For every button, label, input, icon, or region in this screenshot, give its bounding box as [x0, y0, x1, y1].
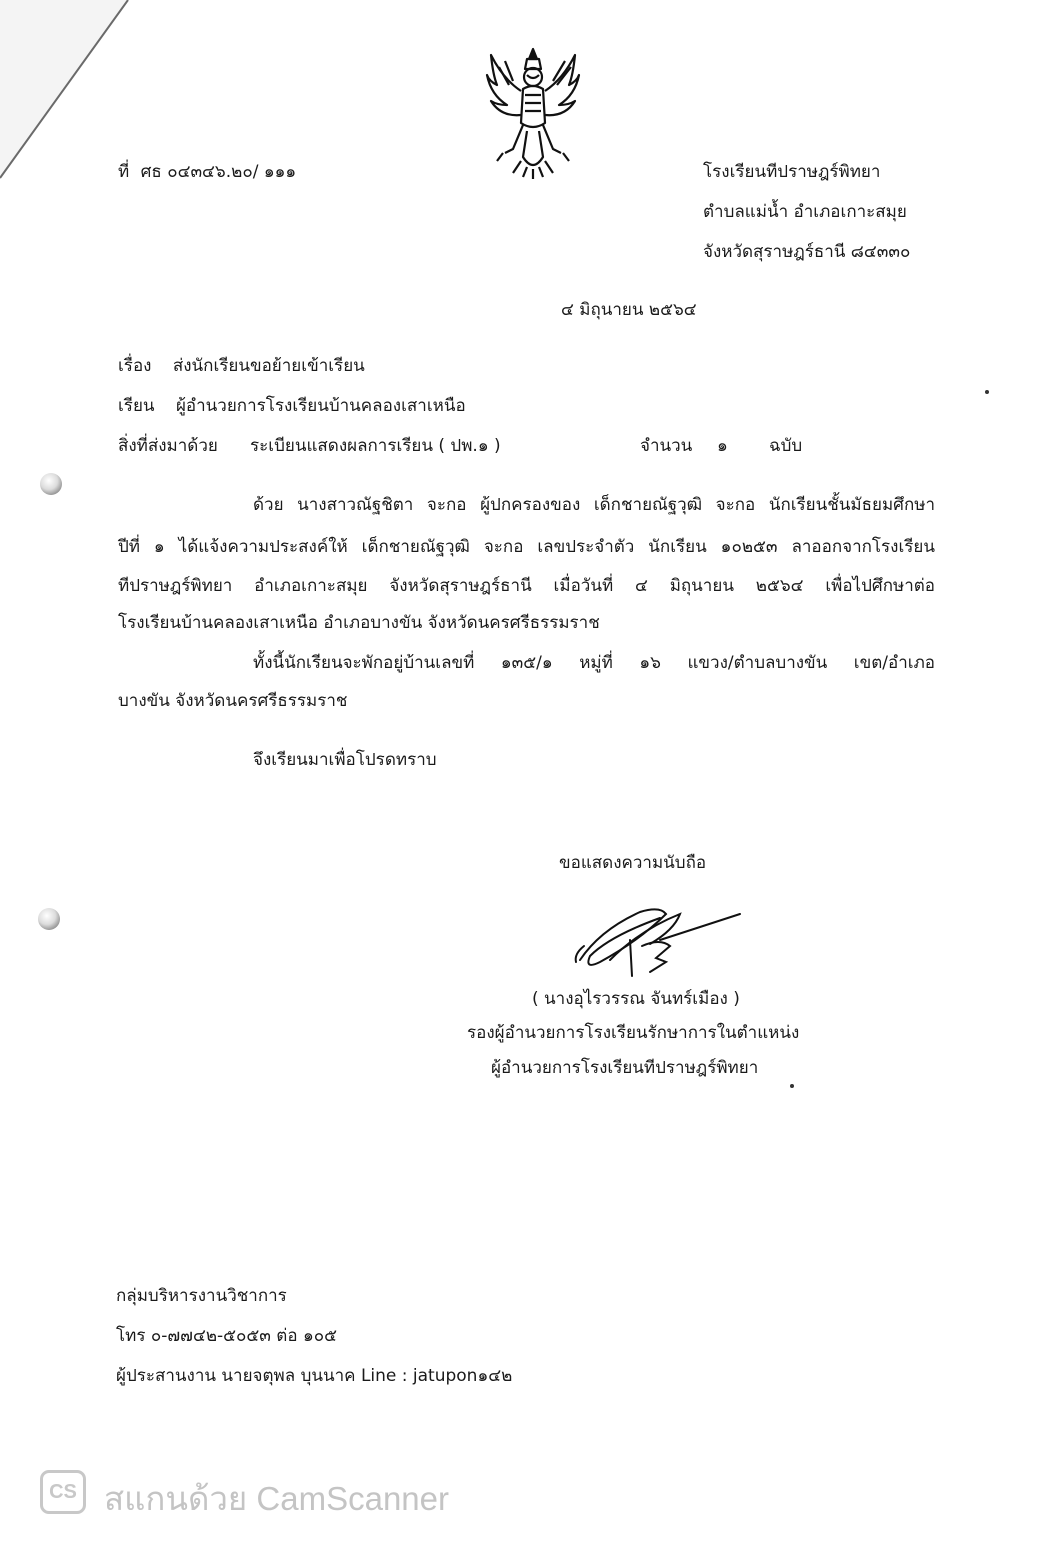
- recipient-text: ผู้อำนวยการโรงเรียนบ้านคลองเสาเหนือ: [175, 396, 466, 416]
- subject-text: ส่งนักเรียนขอย้ายเข้าเรียน: [172, 356, 365, 376]
- school-name: โรงเรียนทีปราษฎร์พิทยา: [703, 162, 881, 182]
- punch-hole: [40, 473, 62, 495]
- body-paragraph-1-line-4: โรงเรียนบ้านคลองเสาเหนือ อำเภอบางขัน จังหวัดนครศรีธรรมราช: [118, 613, 600, 633]
- signer-position-2: ผู้อำนวยการโรงเรียนทีปราษฎร์พิทยา: [491, 1058, 759, 1078]
- folded-corner: [0, 0, 130, 180]
- school-address-line-2: จังหวัดสุราษฎร์ธานี ๘๔๓๓๐: [703, 242, 911, 262]
- camscanner-logo-icon: CS: [40, 1470, 86, 1514]
- attachment-label: สิ่งที่ส่งมาด้วย: [118, 436, 218, 456]
- signer-name: ( นางอุไรวรรณ จันทร์เมือง ): [532, 989, 740, 1009]
- subject-label: เรื่อง: [118, 356, 152, 376]
- garuda-emblem-icon: [483, 45, 583, 180]
- punch-hole: [38, 908, 60, 930]
- attachment-unit: ฉบับ: [769, 436, 803, 456]
- body-paragraph-2-line-1: ทั้งนี้นักเรียนจะพักอยู่บ้านเลขที่ ๑๓๕/๑ หมู่ที่ ๑๖ แขวง/ตำบลบางขัน เขต/อำเภอ: [253, 653, 935, 673]
- recipient-line: [118, 398, 466, 415]
- attachment-text: ระเบียนแสดงผลการเรียน ( ปพ.๑ ): [250, 436, 501, 456]
- footer-phone: โทร ๐-๗๗๔๒-๕๐๕๓ ต่อ ๑๐๕: [116, 1326, 337, 1346]
- scan-speck: [790, 1084, 794, 1088]
- school-address-line-1: ตำบลแม่น้ำ อำเภอเกาะสมุย: [703, 202, 907, 222]
- body-paragraph-1-line-3: ทีปราษฎร์พิทยา อำเภอเกาะสมุย จังหวัดสุราษฎร์ธานี เมื่อวันที่ ๔ มิถุนายน ๒๕๖๔ เพื่อไปศึกษาต่อ: [118, 576, 935, 596]
- recipient-label: เรียน: [118, 396, 155, 416]
- footer-coordinator: ผู้ประสานงาน นายจตุพล บุนนาค Line : jatupon๑๔๒: [116, 1366, 513, 1386]
- attachment-quantity: ๑: [717, 436, 728, 456]
- letter-date: ๔ มิถุนายน ๒๕๖๔: [561, 300, 697, 320]
- body-paragraph-1-line-1: ด้วย นางสาวณัฐชิตา จะกอ ผู้ปกครองของ เด็กชายณัฐวุฒิ จะกอ นักเรียนชั้นมัธยมศึกษา: [253, 495, 935, 515]
- reference-label: ที่: [118, 162, 130, 182]
- attachment-quantity-label: จำนวน: [640, 436, 693, 456]
- closing-sentence: จึงเรียนมาเพื่อโปรดทราบ: [253, 750, 437, 770]
- regards-text: ขอแสดงความนับถือ: [559, 853, 707, 873]
- subject-line: [118, 358, 365, 375]
- handwritten-signature: [570, 900, 750, 990]
- reference-value: ศธ ๐๔๓๔๖.๒๐/ ๑๑๑: [140, 162, 297, 182]
- scan-speck: [985, 390, 989, 394]
- signer-position-1: รองผู้อำนวยการโรงเรียนรักษาการในตำแหน่ง: [467, 1023, 800, 1043]
- camscanner-watermark: สแกนด้วย CamScanner: [104, 1480, 450, 1517]
- footer-department: กลุ่มบริหารงานวิชาการ: [116, 1286, 287, 1306]
- body-paragraph-2-line-2: บางขัน จังหวัดนครศรีธรรมราช: [118, 691, 348, 711]
- body-paragraph-1-line-2: ปีที่ ๑ ได้แจ้งความประสงค์ให้ เด็กชายณัฐวุฒิ จะกอ เลขประจำตัว นักเรียน ๑๐๒๕๓ ลาออกจากโรงเรียน: [118, 537, 935, 557]
- reference-number: [118, 164, 296, 181]
